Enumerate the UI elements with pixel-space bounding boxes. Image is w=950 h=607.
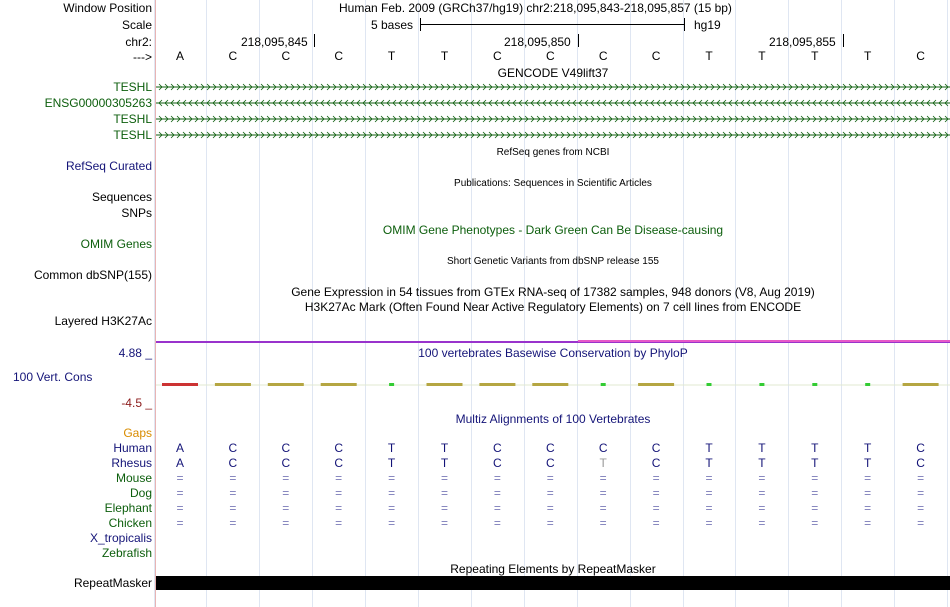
alignment-base: =: [440, 486, 448, 500]
gtex-track-title: Gene Expression in 54 tissues from GTEx RNA-seq of 17382 samples, 948 donors (V8, Aug 2019): [291, 285, 815, 299]
alignment-base: =: [176, 516, 184, 530]
position-tick-label: 218,095,855: [769, 35, 836, 49]
repeatmasker-feature[interactable]: [156, 576, 950, 590]
alignment-base: =: [758, 471, 766, 485]
position-tick: [314, 34, 315, 47]
alignment-base: =: [811, 471, 819, 485]
base-letter: C: [493, 49, 502, 63]
species-label[interactable]: Chicken: [108, 516, 152, 530]
alignment-base: =: [546, 486, 554, 500]
h3k27ac-track-title: H3K27Ac Mark (Often Found Near Active Regulatory Elements) on 7 cell lines from ENCODE: [304, 300, 802, 314]
alignment-base: =: [811, 501, 819, 515]
alignment-base: =: [546, 516, 554, 530]
alignment-base: =: [229, 501, 237, 515]
cons-track-title: 100 vertebrates Basewise Conservation by PhyloP: [418, 346, 688, 360]
base-letter: T: [864, 49, 872, 63]
cons-score-bar[interactable]: [268, 383, 304, 386]
alignment-base: =: [864, 501, 872, 515]
alignment-base: =: [440, 501, 448, 515]
alignment-base: =: [546, 501, 554, 515]
refseq-track-label[interactable]: RefSeq Curated: [65, 159, 152, 173]
scale-bar-left-tick: [420, 18, 421, 31]
cons-track-label[interactable]: 100 Vert. Cons: [13, 370, 93, 384]
alignment-base: T: [864, 456, 872, 470]
alignment-base: C: [228, 441, 238, 455]
refseq-track-title: RefSeq genes from NCBI: [496, 147, 610, 158]
window-position-label[interactable]: Window Position: [63, 1, 152, 15]
cons-score-bar[interactable]: [865, 383, 870, 386]
cons-score-bar[interactable]: [427, 383, 463, 386]
alignment-base: =: [917, 486, 925, 500]
alignment-base: T: [705, 456, 713, 470]
dbsnp-track-title: Short Genetic Variants from dbSNP release 155: [447, 256, 659, 267]
cons-max-label: 4.88 _: [118, 346, 152, 360]
alignment-base: =: [388, 486, 396, 500]
species-label[interactable]: X_tropicalis: [89, 531, 152, 545]
alignment-base: C: [281, 456, 291, 470]
species-label[interactable]: Zebrafish: [101, 546, 152, 560]
window-position-value: Human Feb. 2009 (GRCh37/hg19) chr2:218,095,843-218,095,857 (15 bp): [339, 1, 732, 15]
alignment-base: =: [652, 501, 660, 515]
scale-bar: [420, 24, 684, 25]
species-label[interactable]: Dog: [129, 486, 152, 500]
base-letter: T: [758, 49, 766, 63]
alignment-base: =: [388, 501, 396, 515]
strand-label[interactable]: --->: [133, 50, 152, 64]
alignment-base: =: [599, 501, 607, 515]
base-letter: C: [598, 49, 608, 63]
cons-score-bar[interactable]: [903, 383, 939, 386]
alignment-base: =: [335, 516, 343, 530]
base-letter: T: [440, 49, 449, 63]
alignment-base: =: [176, 486, 184, 500]
alignment-base: T: [440, 441, 449, 455]
scale-label[interactable]: Scale: [121, 18, 152, 32]
gencode-item-label[interactable]: TESHL: [113, 112, 152, 126]
species-label[interactable]: Human: [113, 441, 152, 455]
gaps-label[interactable]: Gaps: [123, 426, 152, 440]
cons-score-bar[interactable]: [321, 383, 357, 386]
alignment-base: C: [651, 441, 661, 455]
position-tick-label: 218,095,850: [504, 35, 571, 49]
alignment-base: =: [758, 501, 766, 515]
alignment-base: T: [599, 456, 607, 470]
gencode-feature-lines[interactable]: [156, 80, 950, 142]
cons-score-bar[interactable]: [479, 383, 515, 386]
alignment-base: =: [864, 516, 872, 530]
alignment-base: =: [388, 516, 396, 530]
alignment-base: =: [599, 516, 607, 530]
cons-score-bar[interactable]: [601, 383, 606, 386]
alignment-base: C: [493, 456, 502, 470]
base-letter: C: [651, 49, 661, 63]
alignment-base: =: [599, 486, 607, 500]
alignment-base: =: [282, 516, 290, 530]
alignment-base: =: [864, 486, 872, 500]
alignment-base: C: [334, 456, 344, 470]
h3k27ac-track-label[interactable]: Layered H3K27Ac: [54, 314, 152, 328]
alignment-base: C: [545, 441, 555, 455]
cons-score-bar[interactable]: [759, 383, 764, 386]
alignment-base: =: [176, 501, 184, 515]
alignment-base: =: [652, 471, 660, 485]
alignment-base: =: [335, 501, 343, 515]
chrom-label[interactable]: chr2:: [125, 35, 152, 49]
alignment-base: =: [440, 471, 448, 485]
alignment-base: T: [440, 456, 449, 470]
alignment-base: =: [811, 516, 819, 530]
alignment-base: =: [493, 471, 501, 485]
species-label[interactable]: Mouse: [115, 471, 152, 485]
omim-track-title: OMIM Gene Phenotypes - Dark Green Can Be Disease-causing: [382, 223, 724, 237]
alignment-base: =: [229, 516, 237, 530]
alignment-base: =: [758, 516, 766, 530]
alignment-base: C: [545, 456, 555, 470]
alignment-base: =: [282, 486, 290, 500]
gencode-item-label[interactable]: TESHL: [113, 128, 152, 142]
scale-bar-right-tick: [684, 18, 685, 31]
alignment-base: C: [281, 441, 291, 455]
alignment-base: =: [493, 486, 501, 500]
alignment-base: T: [705, 441, 713, 455]
base-sequence-row: [0, 49, 950, 63]
alignment-base: =: [493, 516, 501, 530]
alignment-base: =: [176, 471, 184, 485]
alignment-base: =: [652, 486, 660, 500]
alignment-base: =: [758, 486, 766, 500]
position-tick-label: 218,095,845: [241, 35, 308, 49]
repeatmasker-track-label[interactable]: RepeatMasker: [73, 576, 152, 590]
gencode-item-label[interactable]: ENSG00000305263: [44, 96, 152, 110]
alignment-base: C: [651, 456, 661, 470]
scale-value: 5 bases: [371, 18, 414, 32]
alignment-base: =: [917, 501, 925, 515]
alignment-base: T: [387, 441, 396, 455]
species-label[interactable]: Rhesus: [111, 456, 152, 470]
position-tick: [578, 34, 579, 47]
alignment-base: C: [598, 441, 608, 455]
repeatmasker-track-title: Repeating Elements by RepeatMasker: [450, 562, 656, 576]
alignment-base: C: [916, 456, 925, 470]
base-letter: T: [387, 49, 396, 63]
cons-plot[interactable]: [156, 378, 950, 394]
alignment-base: =: [599, 471, 607, 485]
base-letter: T: [705, 49, 713, 63]
position-tick: [843, 34, 844, 47]
alignment-base: =: [811, 486, 819, 500]
alignment-base: =: [335, 471, 343, 485]
alignment-base: =: [546, 471, 554, 485]
base-letter: C: [545, 49, 555, 63]
alignment-base: T: [811, 441, 819, 455]
scale-assembly: hg19: [694, 18, 721, 32]
alignment-base: =: [282, 501, 290, 515]
alignment-base: C: [916, 441, 925, 455]
gencode-item-label[interactable]: TESHL: [113, 80, 152, 94]
base-letter: A: [175, 49, 184, 63]
alignment-base: =: [705, 486, 713, 500]
cons-score-bar[interactable]: [389, 383, 394, 386]
alignment-base: =: [917, 471, 925, 485]
alignment-base: =: [864, 471, 872, 485]
gencode-track-title: GENCODE V49lift37: [497, 66, 609, 80]
cons-score-bar[interactable]: [707, 383, 712, 386]
snps-track-label[interactable]: SNPs: [121, 206, 152, 220]
alignment-base: =: [705, 471, 713, 485]
alignment-base: =: [440, 516, 448, 530]
publications-track-title: Publications: Sequences in Scientific Articles: [454, 178, 652, 189]
alignment-base: T: [811, 456, 819, 470]
cons-score-bar[interactable]: [215, 383, 251, 386]
cons-score-bar[interactable]: [638, 383, 674, 386]
base-letter: C: [334, 49, 344, 63]
alignment-base: A: [175, 441, 184, 455]
alignment-base: =: [335, 486, 343, 500]
base-letter: C: [281, 49, 291, 63]
alignment-base: C: [228, 456, 238, 470]
cons-score-bar[interactable]: [162, 383, 198, 386]
cons-min-label: -4.5 _: [121, 396, 152, 410]
cons-score-bar[interactable]: [532, 383, 568, 386]
alignment-base: =: [705, 516, 713, 530]
cons-score-bar[interactable]: [812, 383, 817, 386]
sequences-track-label[interactable]: Sequences: [91, 190, 152, 204]
alignment-base: T: [758, 456, 766, 470]
alignment-base: =: [282, 471, 290, 485]
species-label[interactable]: Elephant: [104, 501, 152, 515]
omim-track-label[interactable]: OMIM Genes: [80, 237, 152, 251]
alignment-base: =: [917, 516, 925, 530]
alignment-base: T: [758, 441, 766, 455]
alignment-base: =: [388, 471, 396, 485]
alignment-base: C: [334, 441, 344, 455]
alignment-base: T: [864, 441, 872, 455]
alignment-base: C: [493, 441, 502, 455]
alignment-base: =: [229, 471, 237, 485]
alignment-base: =: [493, 501, 501, 515]
multiz-track-title: Multiz Alignments of 100 Vertebrates: [455, 412, 651, 426]
alignment-base: =: [652, 516, 660, 530]
base-letter: C: [916, 49, 925, 63]
alignment-base: =: [229, 486, 237, 500]
base-letter: C: [228, 49, 238, 63]
h3k27ac-signal-line: [578, 340, 950, 342]
alignment-base: T: [387, 456, 396, 470]
base-letter: T: [811, 49, 819, 63]
dbsnp-track-label[interactable]: Common dbSNP(155): [33, 268, 152, 282]
alignment-base: =: [705, 501, 713, 515]
alignment-base: A: [175, 456, 184, 470]
